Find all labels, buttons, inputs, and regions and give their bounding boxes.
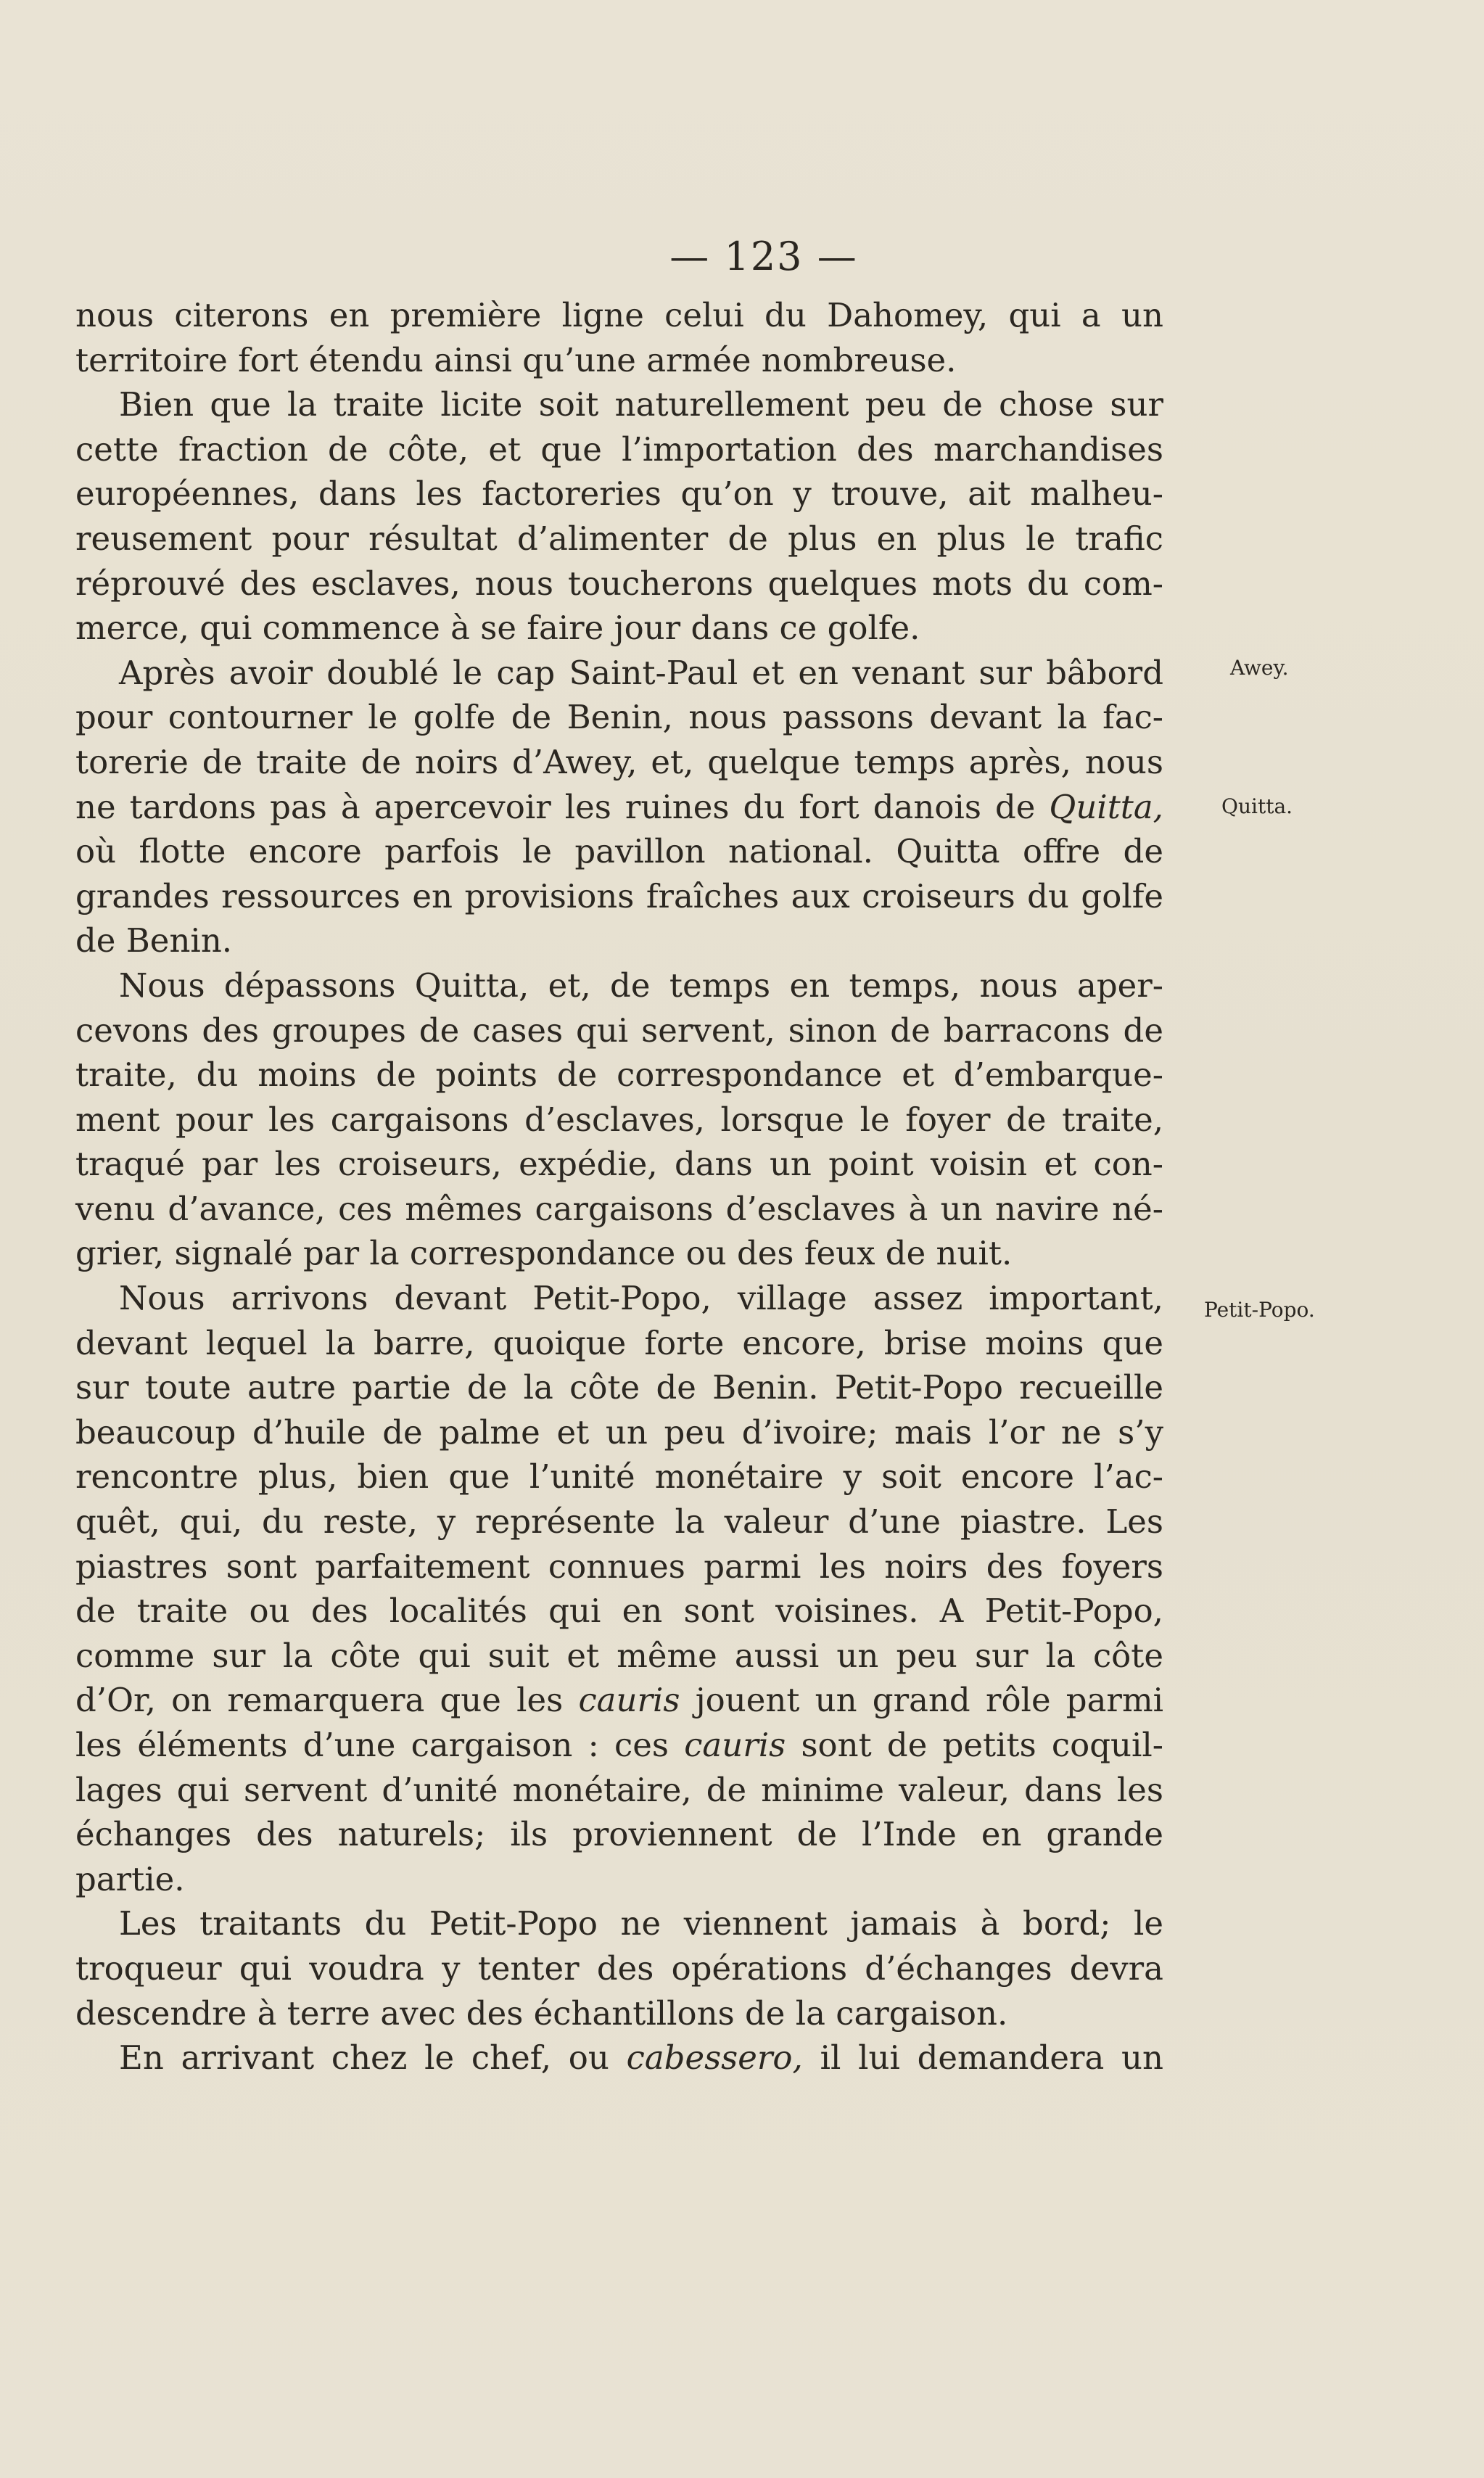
marginal-note-quitta: Quitta.	[1221, 794, 1293, 818]
text-line: Nous dépassons Quitta, et, de temps en temps, nous aper-	[119, 966, 1163, 1005]
text-line: réprouvé des esclaves, nous toucherons quelques mots du com-	[75, 564, 1163, 603]
text-line: partie.	[75, 1859, 185, 1898]
page-number-header: — 123 —	[669, 234, 858, 279]
text-line: En arrivant chez le chef, ou cabessero, il lui demandera un	[119, 2038, 1163, 2078]
text-line: comme sur la côte qui suit et même aussi un peu sur la côte	[75, 1636, 1163, 1675]
text-line: ne tardons pas à apercevoir les ruines du fort danois de Quitta,	[75, 787, 1163, 826]
text-line: cette fraction de côte, et que l’importation des marchandises	[75, 429, 1163, 469]
text-line: venu d’avance, ces mêmes cargaisons d’esclaves à un navire né-	[75, 1189, 1163, 1228]
text-line: descendre à terre avec des échantillons de la cargaison.	[75, 1993, 1008, 2033]
text-line: traqué par les croiseurs, expédie, dans un point voisin et con-	[75, 1145, 1163, 1184]
text-line: de traite ou des localités qui en sont voisines. A Petit-Popo,	[75, 1592, 1163, 1631]
text-line: ment pour les cargaisons d’esclaves, lorsque le foyer de traite,	[75, 1100, 1163, 1139]
text-line: Après avoir doublé le cap Saint-Paul et en venant sur bâbord	[119, 653, 1163, 692]
text-line: cevons des groupes de cases qui servent, sinon de barracons de	[75, 1010, 1163, 1050]
text-line: échanges des naturels; ils proviennent de l’Inde en grande	[75, 1815, 1163, 1854]
text-line: d’Or, on remarquera que les cauris jouent un grand rôle parmi	[75, 1681, 1164, 1720]
text-line: quêt, qui, du reste, y représente la valeur d’une piastre. Les	[75, 1502, 1163, 1541]
text-line: Bien que la traite licite soit naturellement peu de chose sur	[119, 385, 1163, 424]
text-line: pour contourner le golfe de Benin, nous passons devant la fac-	[75, 698, 1163, 737]
text-line: grier, signalé par la correspondance ou des feux de nuit.	[75, 1234, 1013, 1273]
text-line: troqueur qui voudra y tenter des opérations d’échanges devra	[75, 1948, 1163, 1988]
text-line: torerie de traite de noirs d’Awey, et, quelque temps après, nous	[75, 742, 1163, 781]
text-line: beaucoup d’huile de palme et un peu d’ivoire; mais l’or ne s’y	[75, 1412, 1163, 1452]
text-line: territoire fort étendu ainsi qu’une armée nombreuse.	[75, 340, 957, 379]
text-line: traite, du moins de points de correspondance et d’embarque-	[75, 1055, 1163, 1095]
text-line: les éléments d’une cargaison : ces cauris sont de petits coquil-	[75, 1726, 1163, 1764]
marginal-note-petit-popo: Petit-Popo.	[1204, 1298, 1315, 1322]
text-line: européennes, dans les factoreries qu’on y trouve, ait malheu-	[75, 474, 1163, 514]
text-line: reusement pour résultat d’alimenter de plus en plus le trafic	[75, 519, 1163, 558]
text-line: devant lequel la barre, quoique forte encore, brise moins que	[75, 1323, 1163, 1362]
body-text	[75, 293, 1163, 2080]
text-line: rencontre plus, bien que l’unité monétaire y soit encore l’ac-	[75, 1457, 1163, 1497]
text-line: lages qui servent d’unité monétaire, de minime valeur, dans les	[75, 1770, 1163, 1809]
text-line: Nous arrivons devant Petit-Popo, village assez important,	[119, 1279, 1163, 1318]
text-line: merce, qui commence à se faire jour dans ce golfe.	[75, 609, 920, 648]
text-line: où flotte encore parfois le pavillon national. Quitta offre de	[75, 832, 1163, 871]
text-line: nous citerons en première ligne celui du Dahomey, qui a un	[75, 296, 1163, 334]
text-line: piastres sont parfaitement connues parmi les noirs des foyers	[75, 1547, 1163, 1586]
text-line: Les traitants du Petit-Popo ne viennent jamais à bord; le	[119, 1904, 1163, 1943]
marginal-note-awey: Awey.	[1230, 656, 1289, 680]
text-line: grandes ressources en provisions fraîches aux croiseurs du golfe	[75, 876, 1163, 915]
text-line: de Benin.	[75, 921, 233, 960]
text-line: sur toute autre partie de la côte de Benin. Petit-Popo recueille	[75, 1368, 1163, 1407]
